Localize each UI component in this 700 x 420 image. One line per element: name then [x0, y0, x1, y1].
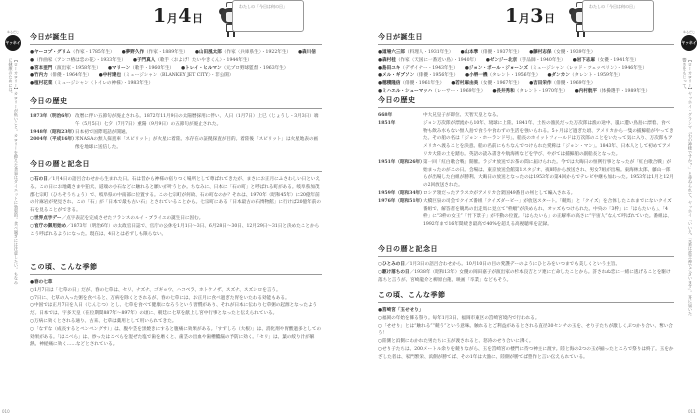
section-heading: 今日が誕生日: [30, 32, 322, 45]
history-text: 日本初で国際電話が開通。: [75, 129, 131, 135]
person-desc: （タレント・1959年生）: [569, 73, 623, 79]
anniversary-text: ／1月4日の語呂合わせから生まれた日。石は昔から神様の宿りつく場所として尊ばれてきたが、まさにお正月にふさわしい日といえる。この日にお地蔵さまや狛犬、道端の小石などに触れると願いが叶うとか。ちなみに、日本に「石の町」と呼ばれる町がある。岐阜県加茂郡七宗町（ひちそうちょう）で、岐阜県の中南部に位置する。この七宗町が何故、石の町なのか？それは、1970年（昭和45年）に20億年前の片麻岩が発見され、この「石」が「日本で最も古い石」とされていることから。七宗町にある「日本最古の石博物館」に行けば20億年前の石を見ることができる。: [30, 177, 321, 214]
person-desc: （女優・1939年生）: [551, 50, 596, 55]
side-badge-circle: ヤッホイ: [681, 35, 697, 51]
history-section: [30, 96, 322, 152]
page-number: 011: [688, 409, 696, 414]
anniversaries-list: [378, 261, 674, 284]
person-desc: （ミュージシャン〈トイレの神様〉・1983年生）: [52, 81, 154, 87]
person-desc: （デザイナー・1943年生）: [400, 65, 458, 71]
person-desc: （ミュージシャン〈レッド・ツェッペリン〉・1946年生）: [527, 65, 647, 71]
person-name: ● 中村達也: [99, 73, 121, 78]
history-year: 1948年（昭和23年）: [30, 129, 77, 135]
history-row: [30, 113, 322, 129]
history-year: 2004年（平成16年）: [30, 137, 77, 143]
person-name: ● 藤村志保: [529, 50, 551, 55]
person-name: ● 若村麻由美: [451, 81, 478, 86]
person-desc: （女優・1941年生）: [595, 57, 639, 63]
history-text: 中大兄皇子が即位、天智天皇となる。: [423, 113, 502, 118]
person-name: ● マリーン: [108, 66, 130, 71]
season-line: ○1月7日は「七草の日」だが、春の七草は、セリ、ナズナ、ゴギョウ、ハコベラ、ホトケノザ、スズナ、スズシロを言う。: [30, 287, 281, 293]
births-list: [378, 49, 674, 96]
person-desc: （レーサー・1969年生）: [432, 88, 486, 94]
person-desc: （作家・1785年生）: [70, 50, 115, 55]
person-desc: （体操選手・1989年生）: [597, 88, 651, 94]
person-name: ● 吉田栄作: [529, 81, 551, 86]
person-name: ● ゼンジー北京: [486, 58, 517, 63]
history-row: [378, 190, 674, 198]
history-year: 668年: [378, 113, 393, 118]
birth-entry: [298, 49, 316, 57]
person-desc: （俳優・1969年生）: [551, 81, 596, 87]
anniversary-text: ／点字表記を完成させたフランスのルイ・ブライユの誕生日に因む。: [61, 215, 204, 221]
birth-entry: [108, 65, 174, 73]
section-heading: 今日が誕生日: [378, 32, 674, 45]
memo-box[interactable]: [232, 0, 304, 32]
memo-label: わたしの「今日は何の日」: [239, 4, 287, 9]
person-desc: （俳優・1964年生）: [47, 73, 92, 79]
season-subheading: ●筥崎宮「玉せせり」: [378, 308, 424, 313]
person-name: ● 植村花菜: [30, 81, 52, 86]
history-row: [378, 112, 674, 120]
birth-entry: [30, 57, 126, 65]
season-lines: [378, 315, 674, 362]
person-name: ● 子門真人: [133, 58, 155, 63]
person-desc: （作家〈兵庫県生〉・1922年生）: [221, 50, 292, 55]
anniversary-title: 世界点字デー: [34, 215, 62, 221]
person-name: ● ミハエル・シューマッハ: [378, 89, 432, 94]
anniversary-title: 駆け落ちの日: [382, 269, 410, 275]
history-text: 大橋巨泉の司会でクイズ番組「クイズダービー」が放送スタート。「競馬」と「クイズ」を合体したこれまでにないクイズ番組で、解答者を競馬の出走馬に見立て“枠順”が決められ、オッズもつけられた。中央の「3枠」に「はらたいら」、「4枠」に“3枠の女王”「竹下景子」が不動の位置。「はらたいら」の正解率の高さに“宇宙人”なんて呼ばれていた。番組は、1992年まで16年間続き最高で40%を超える高視聴率を記録。: [423, 198, 672, 228]
person-desc: （俳優・1937年生）: [478, 50, 523, 55]
season-line: ○中国では正月7日を人日（じんじつ）とし、七草を食べて健康になろうという習慣があり、それが日本に伝わり七草粥の起源となったようだ。日本では、宇多天皇（在位期間887年〜897年）の頃に、朝廷に七草を献上し宮中行事となったと伝えられている。: [30, 303, 318, 317]
side-badge: [4, 30, 22, 51]
history-row: [378, 198, 674, 229]
history-text: ジョン万次郎が漂流から10年、琉球に上陸。1841年、土佐の漁民だった万次郎は漁の途中、嵐に遭い鳥島に漂着、食べ物も飲み水もない無人島で食うや食わずの生活を強いられる。5ヶ月ほど過ぎた頃、アメリカから一隻の捕鯨船がやってきた。その船の名は「ジョン・ホーランド号」。船長のホイットフィールドは万次郎のことをいたって気に入り、万次郎もアメリカへ渡ることを決意。船の名前にもちなんでつけられた愛称は「ジョン・マン」。1843年、日本人として初めてアメリカ大陸の土を踏む。英語の読み書きや航海術などを学び、やがては捕鯨船の副船長となった。: [423, 120, 674, 157]
birth-entry: [460, 49, 522, 57]
season-line: ○せり子たちは、200メートル余りを競りながら、玉を筥崎宮の楼門に待つ神主に渡す。陸と海の2つの玉が揃ったところで祭りは終了。玉をかざした者は、家門繁栄、浜側が勝てば、その1年は大漁に、陸側が勝てば豊作と言い伝えられている。: [378, 346, 674, 360]
anniversary-title: ひとみの日: [382, 262, 405, 267]
person-desc: （歌手〈およげ！たいやきくん〉・1944年生）: [155, 57, 253, 63]
section-heading: 今日の歴史: [30, 96, 322, 109]
date-title: 1月3日: [505, 5, 556, 27]
birth-entry: [122, 49, 188, 57]
anniversaries-section: [378, 244, 674, 284]
history-year: 1851年: [378, 120, 396, 126]
season-line: ○福岡の年始を飾る祭り。毎年1月3日、福岡市東区の筥崎宮境内で行われる。: [378, 315, 540, 321]
person-desc: （タレント・1956年生）: [487, 73, 541, 79]
birth-entry: [529, 49, 595, 57]
birth-entry: [451, 80, 522, 88]
birth-entry: [30, 65, 101, 73]
person-desc: （俳優・1956年生）: [414, 73, 459, 79]
birth-entry: [181, 65, 288, 73]
anniversary-item: ○世界点字デー／点字表記を完成させたフランスのルイ・ブライユの誕生日に因む。: [30, 215, 204, 221]
person-desc: （料理人・1931年生）: [405, 50, 454, 55]
person-name: ● 宮本亜門: [30, 66, 52, 71]
history-list: [30, 113, 322, 152]
person-name: ● トレイ・ヒルマン: [181, 66, 222, 71]
birth-entry: [133, 57, 252, 65]
side-note: 【ローカロリー】ヤッホイ・グランマ「石の神様ですか？」と尋ねられて、ヤッホイ「いいえ、元来は貧乏神でございます」。耳に届いた響きをもじって。: [682, 58, 693, 316]
person-desc: （俳優・1961年生）: [400, 81, 445, 87]
person-name: ● ジョン・ポール・ジョーンズ: [465, 66, 528, 71]
person-name: ● 森村桂: [378, 58, 396, 63]
anniversary-text: ／1938年（昭和13年）女優の岡田嘉子が演出家の杉本良吉とソ連に亡命したことから。許されぬ恋に一緒に逃げることを駆け落ちと言うが、宮崎龍介と柳原白蓮、映画「卒業」などもそう。: [378, 269, 671, 283]
season-line: ○陸側と浜側にわかれた男たちに玉が渡されると、怒涛のせり合いに沸く。: [378, 339, 534, 345]
birth-entry: [378, 65, 458, 73]
birth-entry: [378, 49, 453, 57]
section-heading: 今日の暦と記念日: [30, 159, 322, 172]
person-desc: （演出家・1958年生）: [52, 65, 101, 71]
birth-entry: [30, 80, 153, 88]
season-body: [30, 279, 322, 349]
person-desc: （歌手・1960年生）: [130, 65, 175, 71]
history-text: 第一回「紅白歌合戦」開催。ラジオ放送でお茶の間に届けられた。今では大晦日の恒例行事となったが「紅白歌合戦」が始まったのがこの日。会場は、東京放送会館第1スタジオ、夜8時から放送され、男女7組が出場。東海林太郎、藤山一郎らが出場した白組が勝利。大晦日の放送となったのは1953年の第4回からでテレビ中継も加わった。1953年は1月と12月の2回放送された。: [423, 159, 674, 189]
birth-entry: [378, 72, 458, 80]
births-section: [378, 32, 674, 96]
birth-entry: [486, 57, 566, 65]
anniversary-item: ○駆け落ちの日／1938年（昭和13年）女優の岡田嘉子が演出家の杉本良吉とソ連に亡命したことから。許されぬ恋に一緒に逃げることを駆け落ちと言うが、宮崎龍介と柳原白蓮、映画「卒業」などもそう。: [378, 269, 671, 283]
history-row: [30, 136, 322, 152]
anniversary-item: ○ひとみの日／1月3日の語呂合わせから。10月10日の目の愛護デーのようにひとみをいつまでも美しくという主旨。: [378, 262, 621, 267]
person-name: ● ダンカン: [547, 73, 569, 78]
person-desc: （ミュージシャン〈BLANKEY JET CITY〉・非公開）: [121, 73, 234, 79]
history-text: ロシア領だったアラスカがアメリカ合衆国49番目の州として編入される。: [423, 190, 576, 196]
birth-entry: [195, 49, 291, 57]
history-row: [378, 159, 674, 190]
person-name: ● 穂積隆信: [378, 81, 400, 86]
page-number: 010: [2, 409, 10, 414]
person-name: ● 夢野久作: [122, 50, 144, 55]
person-desc: （女優・1967年生）: [478, 81, 523, 87]
person-desc: （作家〈天国に一番近い島〉・1940年）: [395, 57, 479, 63]
person-desc: （作家・1889年生）: [144, 50, 188, 55]
history-text: 米NASAの無人探査車「スピリット」が火星に着陸。水存在の証拠探査が目的。着陸後「スピリット」は火星地表の画像を地球に送信した。: [75, 137, 319, 151]
side-note: 【ローカロリー】カロリーが低いこと。カロリーを抑えた食事はダイエットに効果的。食べ過ぎには注意したい。ちなみに健康のためには。: [8, 58, 19, 285]
person-name: ● 山本學: [460, 50, 478, 55]
person-name: ● 内村航平: [575, 89, 597, 94]
birth-entry: [547, 72, 622, 80]
anniversary-text: ／1月3日の語呂合わせから。10月10日の目の愛護デーのようにひとみをいつまでも美しくという主旨。: [405, 262, 621, 267]
side-badge-caption: ゆるだじ: [6, 30, 19, 34]
birth-entry: [30, 49, 115, 57]
anniversary-item: ○官庁の御用始め／1873年（明治6年）の太政官日誌で、官庁の公休を1月1日〜3日、6月28日〜30日、12月29日〜31日と決めたことからこう呼ばれるようになった。現在は、4日とは必ずしも限らない。: [30, 223, 320, 237]
person-name: ● 竹内力: [30, 73, 48, 78]
person-name: ● 山田風太郎: [195, 50, 222, 55]
person-desc: （タレント・1970年生）: [514, 88, 568, 94]
history-row: [30, 129, 322, 137]
birth-entry: [529, 80, 595, 88]
person-name: ● 長井秀和: [492, 89, 514, 94]
person-name: ● 小堺一機: [465, 73, 487, 78]
person-name: ● 島田ユキ: [378, 66, 400, 71]
person-name: ● 森川信: [298, 50, 316, 55]
anniversary-text: ／1873年（明治6年）の太政官日誌で、官庁の公休を1月1日〜3日、6月28日〜30日、12月29日〜31日と決めたことからこう呼ばれるようになった。現在は、4日とは必ずしも限らない。: [30, 223, 320, 237]
memo-box[interactable]: [582, 0, 654, 32]
history-section: [378, 95, 674, 229]
birth-entry: [573, 57, 639, 65]
side-badge-circle: ヤッホイ: [5, 35, 21, 51]
births-section: [30, 32, 322, 88]
side-badge-caption: ゆるだじ: [682, 30, 695, 34]
birth-entry: [465, 65, 647, 73]
history-year: 1959年（昭和34年）: [378, 190, 425, 196]
person-name: ● 岩下志麻: [573, 58, 595, 63]
person-desc: （手品師・1940年生）: [517, 57, 566, 63]
person-name: ● 道場六三郎: [378, 50, 405, 55]
season-section: [378, 290, 674, 362]
person-desc: （作曲家〈アンコ椿は恋の花〉・1933年生）: [34, 57, 126, 63]
anniversary-title: 官庁の御用始め: [34, 223, 67, 229]
history-year: 1951年（昭和26年）: [378, 159, 425, 165]
birth-entry: [30, 72, 92, 80]
season-subheading: ●春の七草: [30, 280, 53, 285]
section-heading: 今日の暦と記念日: [378, 244, 674, 257]
section-heading: この頃、こんな季節: [30, 262, 322, 275]
person-desc: （元プロ野球監督・1963年生）: [221, 65, 289, 71]
history-list: [378, 112, 674, 229]
anniversaries-list: [30, 176, 322, 238]
season-body: [378, 307, 674, 362]
birth-entry: [99, 72, 234, 80]
anniversary-title: 石の日: [34, 177, 48, 182]
season-line: ○7日に、七草の入った粥を食べると、万病を除くとされるが、春の七草には、お正月に食べ過ぎた胃をいたわる効能もある。: [30, 295, 290, 301]
season-line: ○万病に効くとされる通り、古来、七草は薬用として用いられてきた。: [30, 318, 177, 324]
births-list: [30, 49, 322, 88]
birth-entry: [378, 57, 479, 65]
page-january-3: [350, 0, 700, 420]
season-line: ○「なずな（成長するとペンペングサ）」は、腹や茎を黒焼きにすると腹痛に効果がある。「すずしろ（大根）」は、消化剤や胃酸過多としての効果がある。「はこべら」は、炒ったはこべらを混ぜた塩で歯を磨くと、歯茎の出血や歯槽膿漏の予防に効く。「セリ」は、葉の絞り汁が解熱、神経痛に効く……などとされている。: [30, 326, 322, 348]
season-lines: [30, 287, 322, 349]
history-text: 改暦に伴い五節句が廃止される。1872年11月9日の太陽暦採用に伴い、人日（1月7日）上巳（じょうし・3月3日）端午（5月5日）七夕（7月7日）重陽（9月9日）の五節句が廃止された。: [75, 114, 319, 127]
birth-entry: [465, 72, 540, 80]
anniversaries-section: [30, 159, 322, 238]
history-year: 1976年（昭和51年）: [378, 198, 425, 204]
season-section: [30, 262, 322, 349]
memo-label: わたしの「今日は何の日」: [589, 4, 637, 9]
date-title: 1月4日: [153, 5, 204, 27]
section-heading: 今日の歴史: [378, 95, 674, 108]
side-badge: [680, 30, 698, 51]
season-line: ○「せせり」とは“触れる”“競う”という意味。触れるとご利益があるとされる直径30センチの玉を、せり子たちが激しくぶつかり合い、奪い合う！: [378, 323, 673, 337]
section-heading: この頃、こんな季節: [378, 290, 674, 303]
person-name: ● メル・ギブソン: [378, 73, 414, 78]
anniversary-item: ○石の日／1月4日の語呂合わせから生まれた日。石は昔から神様の宿りつく場所として尊ばれてきたが、まさにお正月にふさわしい日といえる。この日にお地蔵さまや狛犬、道端の小石などに触れると願いが叶うとか。ちなみに、日本に「石の町」と呼ばれる町がある。岐阜県加茂郡七宗町（ひちそうちょう）で、岐阜県の中南部に位置する。この七宗町が何故、石の町なのか？それは、1970年（昭和45年）に20億年前の片麻岩が発見され、この「石」が「日本で最も古い石」とされていることから。七宗町にある「日本最古の石博物館」に行けば20億年前の石を見ることができる。: [30, 177, 321, 214]
history-row: [378, 120, 674, 159]
history-year: 1873年（明治6年）: [30, 114, 74, 119]
birth-entry: [378, 80, 444, 88]
person-name: ● ヤーコプ・グリム: [30, 50, 71, 55]
